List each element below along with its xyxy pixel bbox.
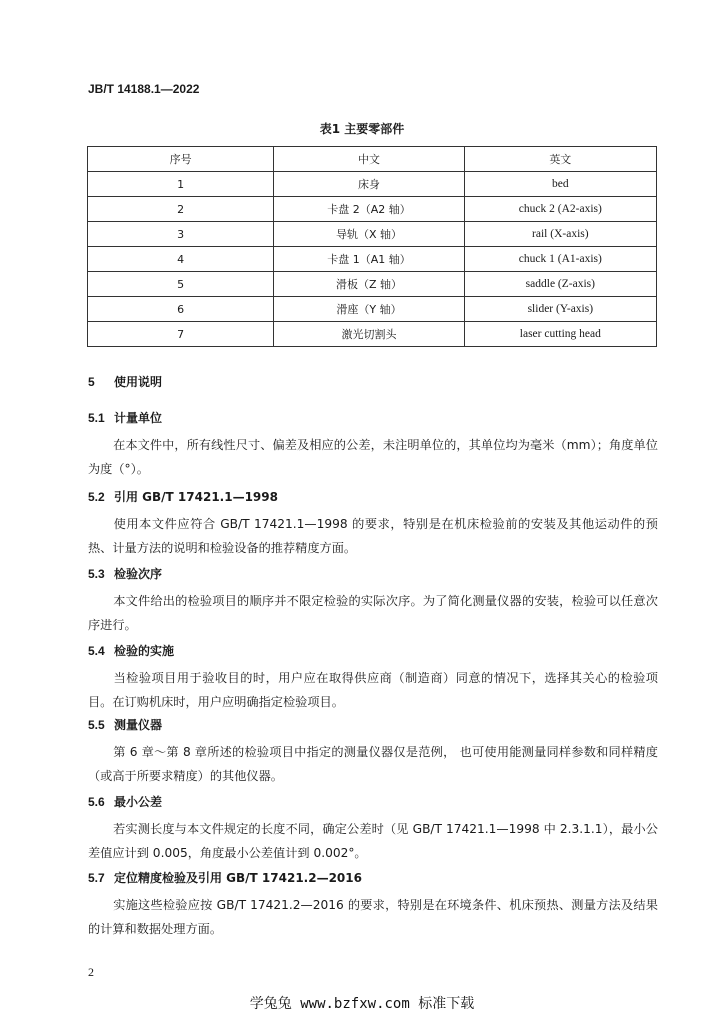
section-number: 5.7 xyxy=(88,871,105,885)
table-title: 表1 主要零部件 xyxy=(319,122,405,136)
section-paragraph-5-4 xyxy=(88,666,658,714)
column-header-number: 序号 xyxy=(88,147,274,172)
section-number: 5 xyxy=(88,375,95,389)
section-heading-5-6 xyxy=(88,793,162,810)
cell-number: 4 xyxy=(88,247,274,272)
section-paragraph-5-6 xyxy=(88,817,658,865)
table-header-row xyxy=(88,147,657,172)
cell-english: chuck 1 (A1-axis) xyxy=(464,247,656,272)
document-code: JB/T 14188.1—2022 xyxy=(88,82,200,96)
section-paragraph-5-3 xyxy=(88,589,658,637)
paragraph-text: 在本文件中，所有线性尺寸、偏差及相应的公差，未注明单位的，其单位均为毫米（mm）；角度单位为度（°）。 xyxy=(88,438,658,476)
section-title: 引用 GB/T 17421.1—1998 xyxy=(114,490,278,504)
section-heading-5-5 xyxy=(88,716,162,733)
cell-number: 6 xyxy=(88,297,274,322)
section-heading-5-1 xyxy=(88,409,162,426)
section-title: 测量仪器 xyxy=(114,718,163,732)
table-row xyxy=(88,197,657,222)
section-heading-5-2 xyxy=(88,488,278,505)
cell-english: bed xyxy=(464,172,656,197)
cell-chinese: 激光切割头 xyxy=(274,322,464,347)
cell-english: laser cutting head xyxy=(464,322,656,347)
paragraph-text: 本文件给出的检验项目的顺序并不限定检验的实际次序。为了简化测量仪器的安装，检验可以任意次序进行。 xyxy=(88,594,658,632)
section-title: 使用说明 xyxy=(114,375,163,389)
table-row xyxy=(88,172,657,197)
table-row xyxy=(88,322,657,347)
cell-chinese: 卡盘 1（A1 轴） xyxy=(274,247,464,272)
footer-watermark: 学兔兔 www.bzfxw.com 标准下载 xyxy=(249,996,475,1012)
cell-chinese: 滑板（Z 轴） xyxy=(274,272,464,297)
table-row xyxy=(88,272,657,297)
section-number: 5.5 xyxy=(88,718,105,732)
section-heading-5 xyxy=(88,373,162,390)
cell-number: 5 xyxy=(88,272,274,297)
cell-number: 2 xyxy=(88,197,274,222)
section-paragraph-5-7 xyxy=(88,893,658,941)
section-paragraph-5-2 xyxy=(88,512,658,560)
section-title: 计量单位 xyxy=(114,411,163,425)
section-title: 定位精度检验及引用 GB/T 17421.2—2016 xyxy=(114,871,362,885)
parts-table xyxy=(87,146,657,347)
section-title: 最小公差 xyxy=(114,795,163,809)
cell-english: chuck 2 (A2-axis) xyxy=(464,197,656,222)
section-heading-5-4 xyxy=(88,642,174,659)
section-number: 5.3 xyxy=(88,567,105,581)
section-heading-5-7 xyxy=(88,869,362,886)
section-paragraph-5-5 xyxy=(88,740,658,788)
section-number: 5.6 xyxy=(88,795,105,809)
section-number: 5.2 xyxy=(88,490,105,504)
cell-chinese: 滑座（Y 轴） xyxy=(274,297,464,322)
column-header-english: 英文 xyxy=(464,147,656,172)
table-row xyxy=(88,247,657,272)
section-number: 5.4 xyxy=(88,644,105,658)
table-row xyxy=(88,297,657,322)
section-title: 检验的实施 xyxy=(114,644,175,658)
table-row xyxy=(88,222,657,247)
paragraph-text: 当检验项目用于验收目的时，用户应在取得供应商（制造商）同意的情况下，选择其关心的检验项目。在订购机床时，用户应明确指定检验项目。 xyxy=(88,671,658,709)
column-header-chinese: 中文 xyxy=(274,147,464,172)
cell-english: slider (Y-axis) xyxy=(464,297,656,322)
cell-chinese: 卡盘 2（A2 轴） xyxy=(274,197,464,222)
cell-chinese: 导轨（X 轴） xyxy=(274,222,464,247)
section-number: 5.1 xyxy=(88,411,105,425)
paragraph-text: 使用本文件应符合 GB/T 17421.1—1998 的要求，特别是在机床检验前的安装及其他运动件的预热、计量方法的说明和检验设备的推荐精度方面。 xyxy=(88,517,658,555)
paragraph-text: 第 6 章～第 8 章所述的检验项目中指定的测量仪器仅是范例， 也可使用能测量同样参数和同样精度（或高于所要求精度）的其他仪器。 xyxy=(88,745,658,783)
cell-english: rail (X-axis) xyxy=(464,222,656,247)
section-paragraph-5-1 xyxy=(88,433,658,481)
paragraph-text: 实施这些检验应按 GB/T 17421.2—2016 的要求，特别是在环境条件、机床预热、测量方法及结果的计算和数据处理方面。 xyxy=(88,898,658,936)
section-title: 检验次序 xyxy=(114,567,163,581)
cell-number: 7 xyxy=(88,322,274,347)
cell-number: 3 xyxy=(88,222,274,247)
cell-chinese: 床身 xyxy=(274,172,464,197)
section-heading-5-3 xyxy=(88,565,162,582)
cell-number: 1 xyxy=(88,172,274,197)
page-number: 2 xyxy=(88,965,94,979)
cell-english: saddle (Z-axis) xyxy=(464,272,656,297)
paragraph-text: 若实测长度与本文件规定的长度不同，确定公差时（见 GB/T 17421.1—1998 中 2.3.1.1），最小公差值应计到 0.005，角度最小公差值计到 0.002°。 xyxy=(88,822,658,860)
